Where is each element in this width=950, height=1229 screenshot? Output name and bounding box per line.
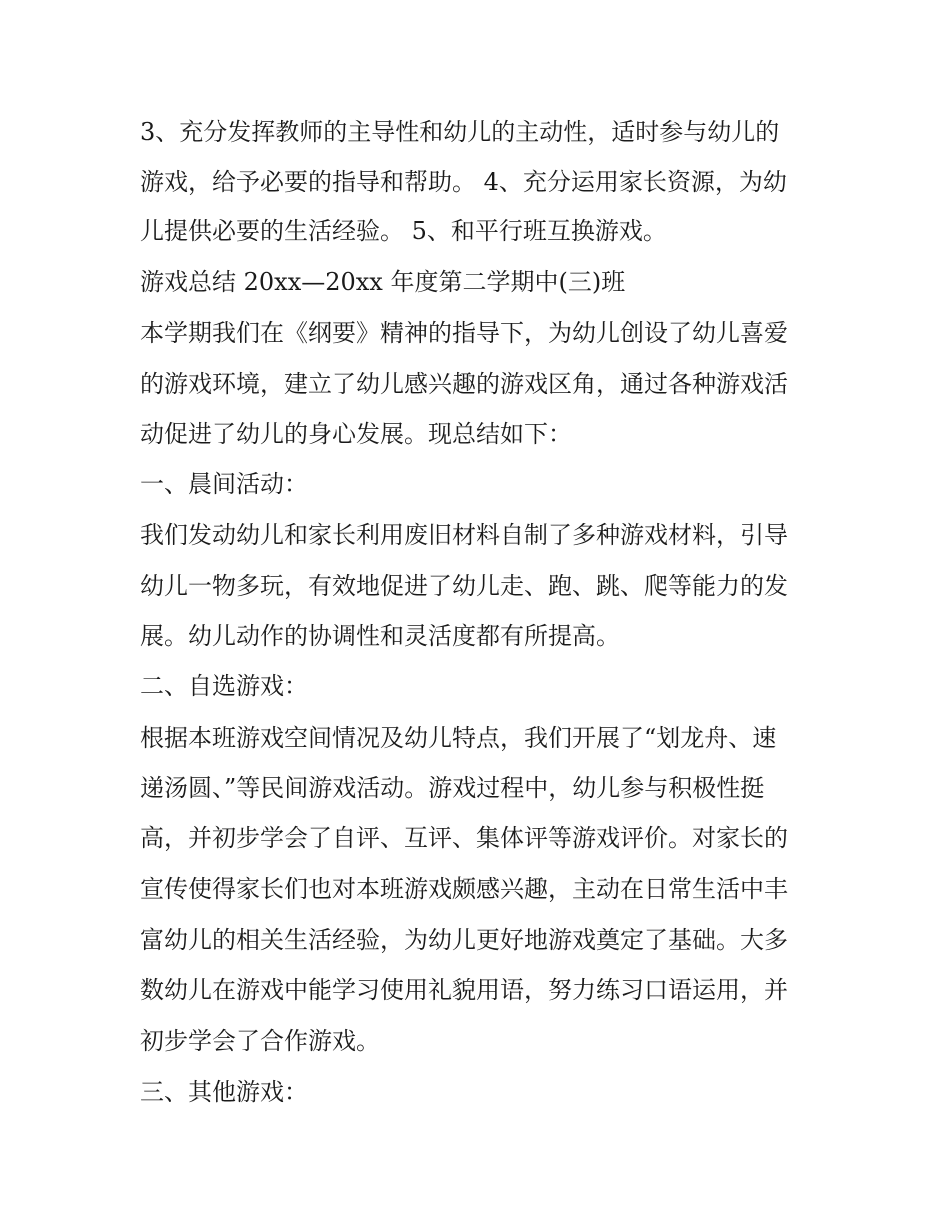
- text-line: 富幼儿的相关生活经验，为幼儿更好地游戏奠定了基础。大多: [140, 926, 788, 954]
- text-line: 数幼儿在游戏中能学习使用礼貌用语，努力练习口语运用，并: [140, 976, 788, 1004]
- section-heading: 游戏总结 20xx—20xx 年度第二学期中(三)班: [140, 268, 626, 296]
- text-line: 动促进了幼儿的身心发展。现总结如下：: [140, 420, 572, 448]
- text-line: 3、充分发挥教师的主导性和幼儿的主动性，适时参与幼儿的: [140, 118, 780, 146]
- text-line: 的游戏环境，建立了幼儿感兴趣的游戏区角，通过各种游戏活: [140, 370, 788, 398]
- text-line: 我们发动幼儿和家长利用废旧材料自制了多种游戏材料，引导: [140, 521, 788, 549]
- section-heading: 一、晨间活动：: [140, 470, 308, 498]
- text-line: 本学期我们在《纲要》精神的指导下，为幼儿创设了幼儿喜爱: [140, 319, 788, 347]
- section-heading: 二、自选游戏：: [140, 672, 308, 700]
- text-line: 递汤圆、”等民间游戏活动。游戏过程中，幼儿参与积极性挺: [140, 774, 765, 802]
- text-line: 幼儿一物多玩，有效地促进了幼儿走、跑、跳、爬等能力的发: [140, 572, 788, 600]
- text-line: 展。幼儿动作的协调性和灵活度都有所提高。: [140, 622, 620, 650]
- section-heading: 三、其他游戏：: [140, 1078, 308, 1106]
- text-line: 根据本班游戏空间情况及幼儿特点，我们开展了“划龙舟、速: [140, 724, 777, 752]
- text-line: 宣传使得家长们也对本班游戏颇感兴趣，主动在日常生活中丰: [140, 875, 788, 903]
- text-line: 儿提供必要的生活经验。 5、和平行班互换游戏。: [140, 217, 667, 245]
- text-line: 高，并初步学会了自评、互评、集体评等游戏评价。对家长的: [140, 824, 788, 852]
- text-line: 游戏，给予必要的指导和帮助。 4、充分运用家长资源，为幼: [140, 168, 787, 196]
- text-line: 初步学会了合作游戏。: [140, 1027, 380, 1055]
